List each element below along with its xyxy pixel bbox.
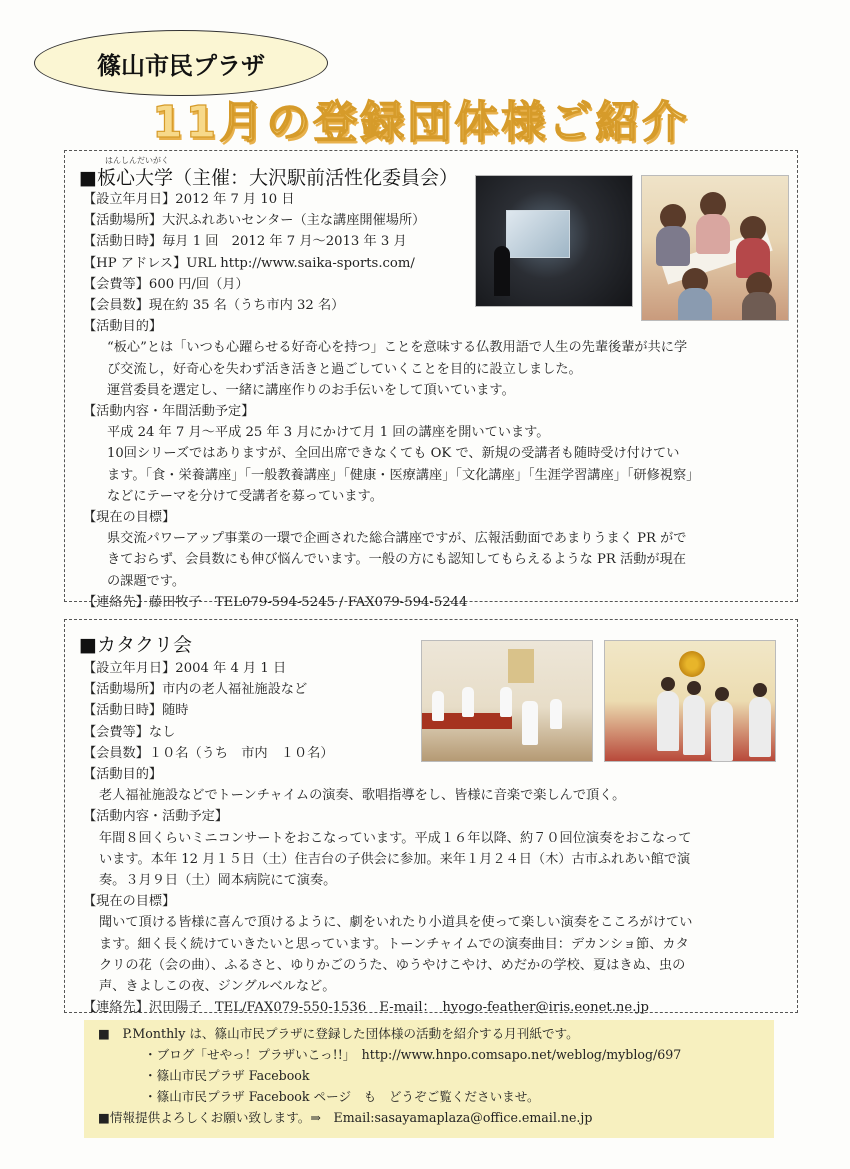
detail-line: 【活動日時】随時 [83,703,189,719]
detail-line: 【活動内容・活動予定】 [83,809,229,825]
detail-line: 【活動場所】市内の老人福祉施設など [83,682,308,698]
page-title: 11月の登録団体様ご紹介 [152,97,690,148]
facebook-page-link[interactable]: ・篠山市民プラザ Facebook ページ も どうぞご覧くださいませ。 [144,1089,540,1104]
detail-line: 【会費等】600 円/回（月） [83,276,249,292]
detail-line: 奏。３月９日（土）岡本病院にて演奏。 [99,873,337,889]
blog-link[interactable]: ・ブログ「せやっ！プラザいこっ!!」 http://www.hnpo.comsapo.net/weblog/myblog/697 [144,1047,682,1062]
detail-line: 県交流パワーアップ事業の一環で企画された総合講座ですが、広報活動面であまりうまく PR がで [107,531,687,547]
detail-line: ます。細く長く続けていきたいと思っています。トーンチャイムでの演奏曲目：デカンショ節、カタ [99,936,689,952]
org-details [83,658,692,1018]
detail-line: 【会員数】１０名（うち 市内 １０名） [83,745,334,761]
detail-line: 【会費等】なし [83,724,176,740]
detail-line: の課題です。 [107,573,186,589]
detail-line: 【連絡先】沢田陽子 TEL/FAX079-550-1536 E-mail： hyogo-feather@iris.eonet.ne.jp [83,1000,649,1016]
footer-line: ■ P.Monthly は、篠山市民プラザに登録した団体様の活動を紹介する月刊紙です。 [98,1026,579,1041]
detail-line: ます。「食・栄養講座」「一般教養講座」「健康・医療講座」「文化講座」「生涯学習講座」「研修視察」 [107,467,700,483]
detail-line: きておらず、会員数にも伸び悩んでいます。一般の方にも認知してもらえるような PR 活動が現在 [107,552,686,568]
detail-line: 【現在の目標】 [83,894,176,910]
concert-photo [421,640,593,762]
detail-line: 【活動目的】 [83,319,163,335]
detail-line: 10回シリーズではありますが、全回出席できなくても OK で、新規の受講者も随時受け付けてい [107,446,680,462]
workshop-photo [641,175,789,321]
detail-line: 【連絡先】藤田牧子 TEL079-594-5245 / FAX079-594-5244 [83,594,468,610]
detail-line: 【HP アドレス】URL http://www.saika-sports.com/ [83,255,415,271]
org-section-katakuri [64,619,798,1016]
detail-line: などにテーマを分けて受講者を募っています。 [107,488,383,504]
title-ruby: はんしんだいがく [105,156,169,165]
detail-line: 【活動内容・年間活動予定】 [83,404,255,420]
detail-line: 年間８回くらいミニコンサートをおこなっています。平成１６年以降、約７０回位演奏をおこなって [99,830,692,846]
detail-line: います。本年 12 月１５日（土）住吉台の子供会に参加。来年１月２４日（木）古市ふれあい館で演 [99,851,691,867]
detail-line: 【会員数】現在約 35 名（うち市内 32 名） [83,298,345,314]
detail-line: 老人福祉施設などでトーンチャイムの演奏、歌唱指導をし、皆様に音楽で楽しんで頂く。 [99,788,626,804]
lecture-photo [475,175,633,307]
venue-name: 篠山市民プラザ [97,51,265,80]
detail-line: 平成 24 年 7 月～平成 25 年 3 月にかけて月 1 回の講座を開いています。 [107,425,550,441]
facebook-link[interactable]: ・篠山市民プラザ Facebook [144,1068,310,1083]
org-title: ■カタクリ会 [79,634,192,656]
org-title: ■板心大学（主催：大沢駅前活性化委員会） [79,167,458,189]
detail-line: 【活動日時】毎月 1 回 2012 年 7 月～2013 年 3 月 [83,234,407,250]
info-footer [84,1020,774,1138]
detail-line: 運営委員を選定し、一緒に講座作りのお手伝いをして頂いています。 [107,382,515,398]
detail-line: 【活動目的】 [83,767,163,783]
performers-photo [604,640,776,762]
detail-line: び交流し，好奇心を失わず活き活きと過ごしていくことを目的に設立しました。 [107,361,582,377]
email-contact[interactable]: ■情報提供よろしくお願い致します。⇒ Email:sasayamaplaza@office.email.ne.jp [98,1110,593,1125]
detail-line: 【活動場所】大沢ふれあいセンター（主な講座開催場所） [83,213,426,229]
detail-line: 【設立年月日】2004 年 4 月 1 日 [83,661,287,676]
org-section-hanshin [64,150,798,610]
detail-line: 聞いて頂ける皆様に喜んで頂けるように、劇をいれたり小道具を使って楽しい演奏をこころがけてい [99,915,693,931]
detail-line: クリの花（会の曲）、ふるさと、ゆりかごのうた、ゆうやけこやけ、めだかの学校、夏はきぬ、虫の [99,957,686,973]
detail-line: “板心”とは「いつも心躍らせる好奇心を持つ」ことを意味する仏教用語で人生の先輩後輩が共に学 [107,340,688,356]
detail-line: 声、きよしこの夜、ジングルベルなど。 [99,979,336,995]
detail-line: 【設立年月日】2012 年 7 月 10 日 [83,192,295,207]
detail-line: 【現在の目標】 [83,510,176,526]
